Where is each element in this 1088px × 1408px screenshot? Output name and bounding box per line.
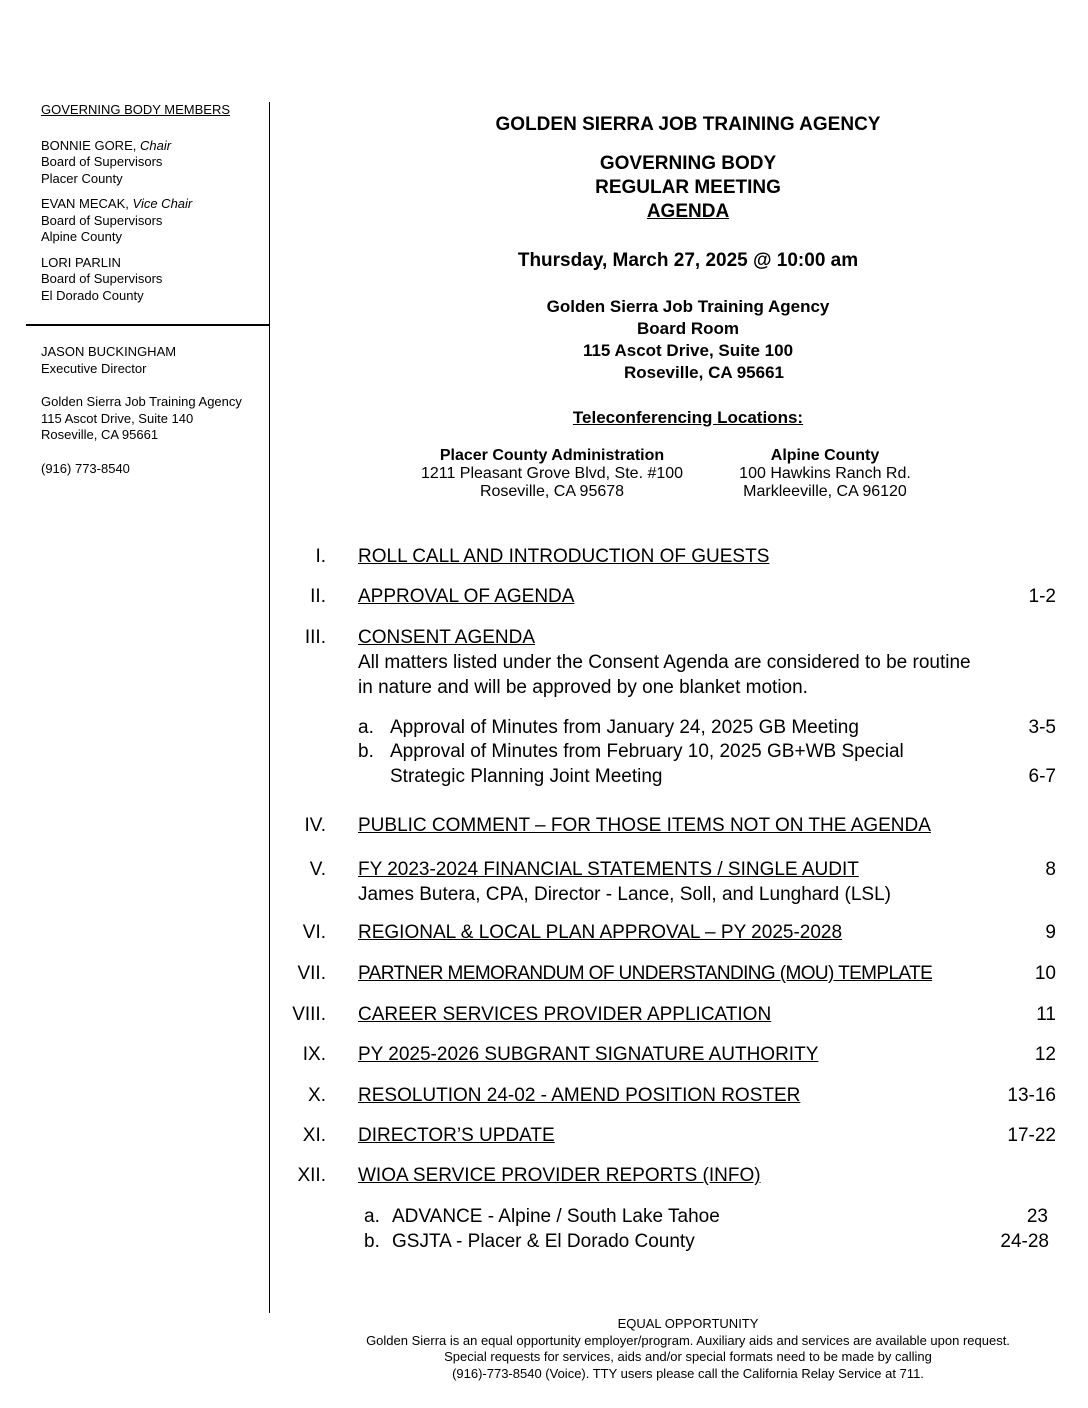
org-city: Roseville, CA 95661: [41, 427, 159, 442]
item-desc-2: in nature and will be approved by one blanket motion.: [358, 677, 808, 698]
item-number: X.: [308, 1085, 326, 1106]
item-title: CAREER SERVICES PROVIDER APPLICATION: [358, 1004, 772, 1025]
sub-text: Approval of Minutes from February 10, 2025 GB+WB Special: [390, 741, 904, 762]
director-title: Executive Director: [41, 360, 147, 376]
item-number: III.: [304, 627, 326, 648]
item-page: 9: [1045, 922, 1056, 943]
tele-title: Teleconferencing Locations:: [572, 408, 804, 427]
item-page: 13-16: [1007, 1085, 1056, 1106]
item-title: RESOLUTION 24-02 - AMEND POSITION ROSTER: [358, 1085, 801, 1106]
sub-text-2: Strategic Planning Joint Meeting: [390, 766, 663, 787]
vertical-divider: [269, 102, 270, 1313]
sub-text: Approval of Minutes from January 24, 2025 GB Meeting: [390, 717, 859, 738]
item-page: 11: [1036, 1004, 1056, 1025]
tele-address-placer: 1211 Pleasant Grove Blvd, Ste. #100: [420, 465, 684, 482]
director-block: [41, 344, 242, 477]
meeting-line1: GOVERNING BODY: [599, 153, 777, 174]
equal-opportunity-footer: [280, 1316, 1088, 1382]
footer-line-2: Special requests for services, aids and/or special formats need to be made by calling: [444, 1349, 932, 1364]
tele-title-alpine: Alpine County: [770, 447, 880, 464]
item-number: XII.: [297, 1165, 326, 1186]
agency-title: GOLDEN SIERRA JOB TRAINING AGENCY: [495, 114, 881, 135]
tele-city-placer: Roseville, CA 95678: [479, 483, 625, 500]
member-county: Alpine County: [41, 229, 122, 244]
wioa-sub-b: [364, 1229, 1049, 1254]
item-title: WIOA SERVICE PROVIDER REPORTS (INFO): [358, 1165, 761, 1186]
item-number: II.: [310, 586, 326, 607]
sidebar-divider: [26, 324, 270, 326]
member-name: BONNIE GORE,: [41, 137, 140, 153]
item-title: PARTNER MEMORANDUM OF UNDERSTANDING (MOU) TEMPLATE: [358, 963, 933, 984]
footer-line-1: Golden Sierra is an equal opportunity employer/program. Auxiliary aids and services are available upon request.: [366, 1332, 1010, 1348]
item-title: PY 2025-2026 SUBGRANT SIGNATURE AUTHORITY: [358, 1044, 819, 1065]
tele-location-placer: [400, 447, 704, 501]
member-role: Chair: [139, 137, 172, 153]
item-page: 10: [1034, 963, 1056, 984]
member-name: LORI PARLIN: [41, 254, 121, 270]
item-title: PUBLIC COMMENT – FOR THOSE ITEMS NOT ON THE AGENDA: [358, 815, 931, 836]
item-title: DIRECTOR’S UPDATE: [358, 1125, 555, 1146]
sub-text: ADVANCE - Alpine / South Lake Tahoe: [392, 1206, 720, 1227]
item-title: FY 2023-2024 FINANCIAL STATEMENTS / SINGLE AUDIT: [358, 859, 859, 880]
sub-letter: b.: [358, 741, 374, 762]
member-third: [41, 255, 269, 305]
sub-text: GSJTA - Placer & El Dorado County: [392, 1231, 695, 1252]
item-title: APPROVAL OF AGENDA: [358, 586, 575, 607]
location-name: Golden Sierra Job Training Agency: [546, 297, 830, 316]
wioa-sub-a: [364, 1204, 1048, 1229]
sub-page: 24-28: [1000, 1231, 1049, 1252]
tele-city-alpine: Markleeville, CA 96120: [743, 483, 907, 500]
item-number: I.: [315, 546, 326, 567]
member-role: Vice Chair: [132, 196, 193, 211]
meeting-title: [280, 152, 1088, 224]
location-city: Roseville, CA 95661: [623, 363, 784, 382]
item-number: VIII.: [292, 1004, 326, 1025]
consent-sub-b: [358, 739, 1056, 789]
location-address: 115 Ascot Drive, Suite 100: [582, 341, 794, 360]
org-address: 115 Ascot Drive, Suite 140: [41, 410, 194, 426]
sub-page: 3-5: [1028, 717, 1056, 738]
item-number: IX.: [302, 1044, 326, 1065]
member-chair: [41, 138, 269, 188]
org-phone: (916) 773-8540: [41, 460, 130, 476]
item-number: VI.: [302, 922, 326, 943]
meeting-line2: REGULAR MEETING: [595, 177, 781, 198]
member-board: Board of Supervisors: [41, 154, 163, 169]
location-room: Board Room: [637, 319, 739, 338]
item-number: VII.: [297, 963, 326, 984]
sub-letter: a.: [358, 717, 374, 738]
sidebar-members: [41, 102, 269, 476]
member-name: EVAN MECAK,: [41, 196, 133, 211]
sub-page: 23: [1026, 1206, 1048, 1227]
meeting-date: Thursday, March 27, 2025 @ 10:00 am: [517, 250, 859, 271]
tele-title-placer: Placer County Administration: [439, 447, 665, 464]
item-desc: James Butera, CPA, Director - Lance, Soll, and Lunghard (LSL): [358, 884, 891, 905]
item-page: 1-2: [1028, 586, 1056, 607]
item-number: V.: [309, 859, 326, 880]
consent-sub-a: [358, 715, 1056, 740]
footer-title: EQUAL OPPORTUNITY: [617, 1316, 759, 1331]
meeting-location: [280, 296, 1088, 384]
item-number: IV.: [304, 815, 326, 836]
member-board: Board of Supervisors: [41, 271, 163, 286]
item-desc-1: All matters listed under the Consent Agenda are considered to be routine: [358, 652, 971, 673]
member-board: Board of Supervisors: [41, 212, 163, 228]
item-number: XI.: [302, 1125, 326, 1146]
tele-location-alpine: [720, 447, 930, 501]
meeting-line3: AGENDA: [646, 201, 730, 222]
org-name: Golden Sierra Job Training Agency: [41, 394, 242, 409]
item-page: 17-22: [1007, 1125, 1056, 1146]
members-header: GOVERNING BODY MEMBERS: [41, 102, 231, 117]
sub-letter: a.: [364, 1206, 380, 1227]
member-county: Placer County: [41, 170, 123, 186]
footer-line-3: (916)-773-8540 (Voice). TTY users please call the California Relay Service at 711.: [452, 1365, 924, 1381]
item-page: 8: [1045, 859, 1056, 880]
sub-letter: b.: [364, 1231, 380, 1252]
tele-address-alpine: 100 Hawkins Ranch Rd.: [739, 465, 911, 482]
item-title: CONSENT AGENDA: [358, 627, 536, 648]
member-county: El Dorado County: [41, 287, 144, 303]
director-name: JASON BUCKINGHAM: [41, 344, 177, 359]
item-page: 12: [1034, 1044, 1056, 1065]
member-vice-chair: [41, 196, 269, 246]
sub-page: 6-7: [1028, 766, 1056, 787]
item-title: REGIONAL & LOCAL PLAN APPROVAL – PY 2025-2028: [358, 922, 843, 943]
item-title: ROLL CALL AND INTRODUCTION OF GUESTS: [358, 546, 770, 567]
